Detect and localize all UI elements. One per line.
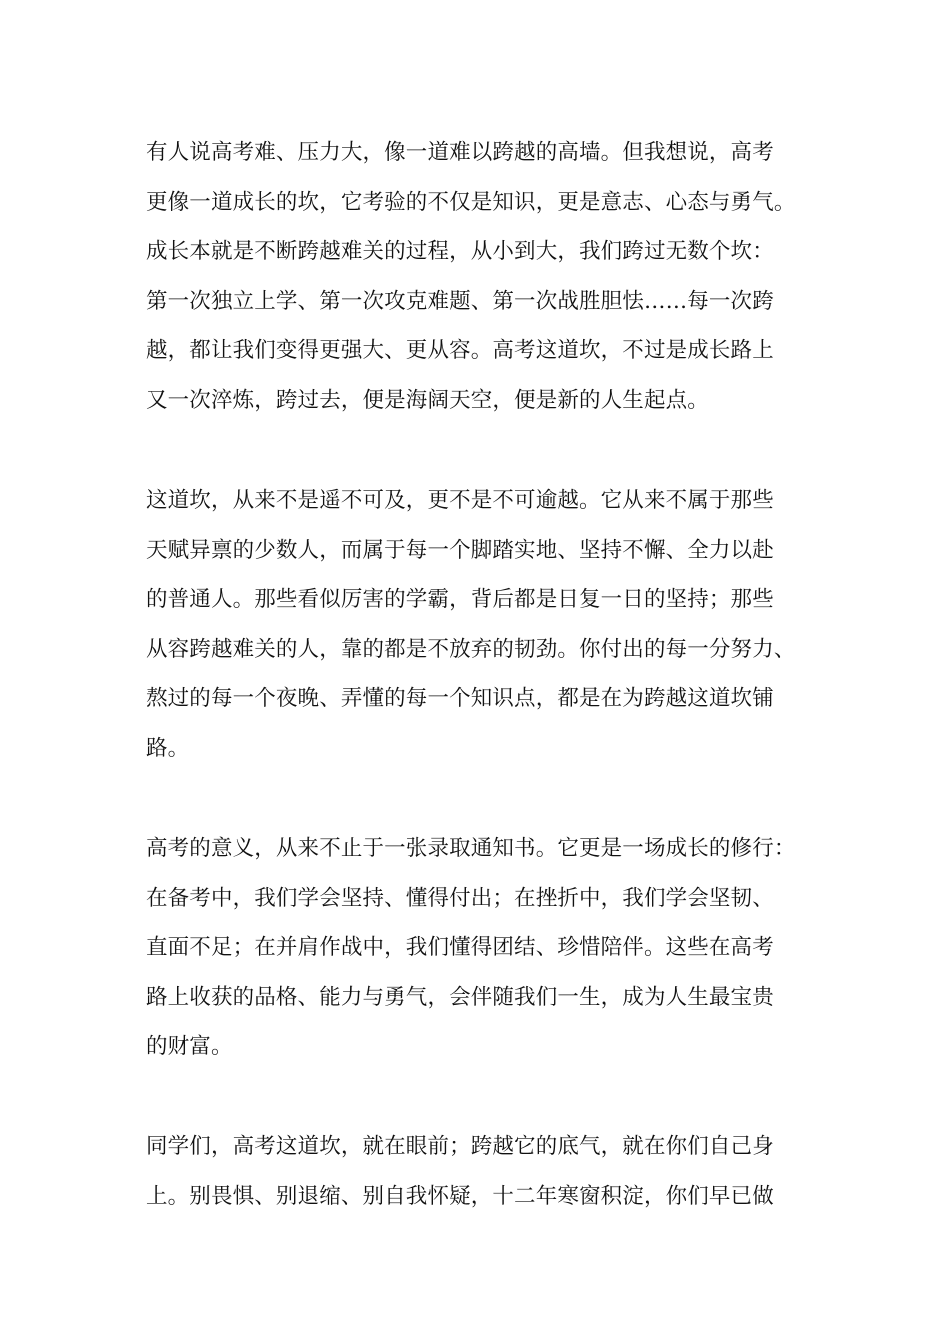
text-line: 路上收获的品格、能力与勇气，会伴随我们一生，成为人生最宝贵 [146, 984, 774, 1010]
paragraph-2 [146, 476, 846, 774]
paragraph-4 [146, 1122, 846, 1221]
text-line: 天赋异禀的少数人，而属于每一个脚踏实地、坚持不懈、全力以赴 [146, 537, 774, 563]
text-line: 的财富。 [146, 1034, 233, 1060]
text-line: 第一次独立上学、第一次攻克难题、第一次战胜胆怯……每一次跨 [146, 288, 774, 314]
text-line: 有人说高考难、压力大，像一道难以跨越的高墙。但我想说，高考 [146, 140, 774, 165]
text-line: 高考的意义，从来不止于一张录取通知书。它更是一场成长的修行： [146, 836, 796, 861]
text-line: 同学们，高考这道坎，就在眼前；跨越它的底气，就在你们自己身 [146, 1134, 774, 1159]
text-line: 越，都让我们变得更强大、更从容。高考这道坎，不过是成长路上 [146, 338, 774, 364]
text-line: 的普通人。那些看似厉害的学霸，背后都是日复一日的坚持；那些 [146, 587, 774, 613]
text-line: 成长本就是不断跨越难关的过程，从小到大，我们跨过无数个坎： [146, 239, 774, 265]
text-line: 熬过的每一个夜晚、弄懂的每一个知识点，都是在为跨越这道坎铺 [146, 686, 774, 712]
paragraph-1 [146, 128, 846, 426]
text-line: 在备考中，我们学会坚持、懂得付出；在挫折中，我们学会坚韧、 [146, 885, 774, 911]
paragraph-3 [146, 824, 846, 1072]
text-line: 这道坎，从来不是遥不可及，更不是不可逾越。它从来不属于那些 [146, 488, 774, 513]
text-line: 更像一道成长的坎，它考验的不仅是知识，更是意志、心态与勇气。 [146, 189, 796, 215]
text-line: 直面不足；在并肩作战中，我们懂得团结、珍惜陪伴。这些在高考 [146, 935, 774, 961]
text-line: 路。 [146, 735, 190, 761]
text-line: 从容跨越难关的人，靠的都是不放弃的韧劲。你付出的每一分努力、 [146, 636, 796, 662]
text-line: 又一次淬炼，跨过去，便是海阔天空，便是新的人生起点。 [146, 387, 709, 413]
text-line: 上。别畏惧、别退缩、别自我怀疑，十二年寒窗积淀，你们早已做 [146, 1183, 774, 1209]
